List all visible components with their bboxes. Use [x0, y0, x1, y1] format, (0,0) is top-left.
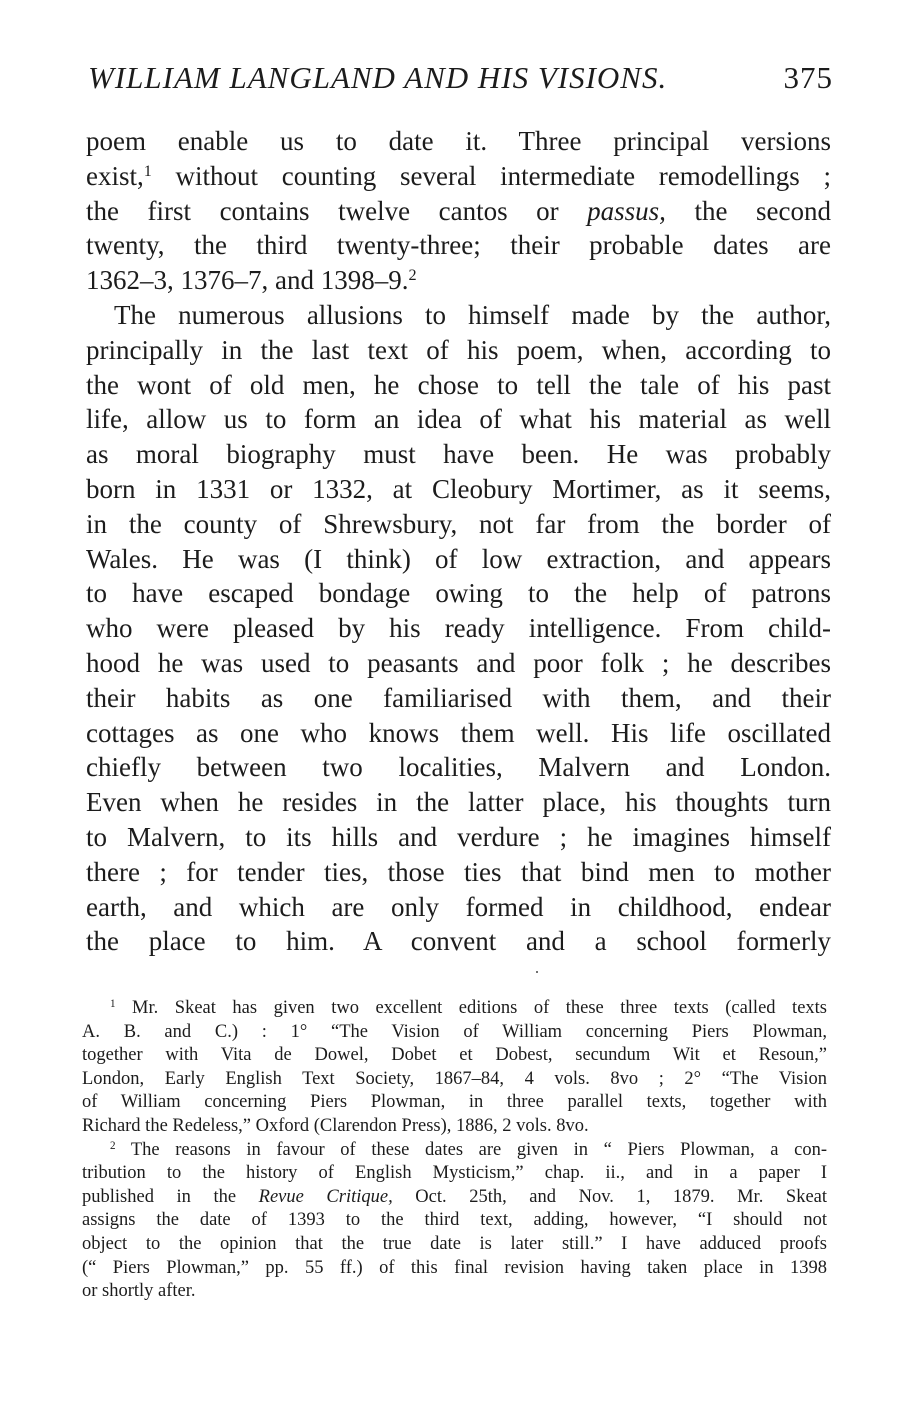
text-line: life, allow us to form an idea of what his material as well [86, 404, 831, 435]
text-line: there ; for tender ties, those ties that bind men to mother [86, 856, 831, 887]
text-line: cottages as one who knows them well. His life oscillated [86, 717, 831, 748]
footnote-2-line: assigns the date of 1393 to the third text, adding, however, “I should not [82, 1210, 827, 1231]
text-line: Wales. He was (I think) of low extraction, and appears [86, 543, 831, 574]
footnote-mark-1: 1 [110, 997, 116, 1010]
ink-dot [536, 971, 538, 973]
text-line: as moral biography must have been. He was probably [86, 439, 831, 470]
footnote-1-line: A. B. and C.) : 1° “The Vision of William concerning Piers Plowman, [82, 1021, 827, 1042]
italic-term: passus, [587, 195, 666, 226]
text-line: poem enable us to date it. Three principal versions [86, 126, 831, 156]
footnote-ref-2: 2 [408, 266, 417, 285]
text-line: chiefly between two localities, Malvern and London. [86, 752, 831, 783]
footnotes [82, 997, 827, 1304]
footnote-1-line: of William concerning Piers Plowman, in three parallel texts, together with [82, 1092, 827, 1113]
footnote-2-line: tribution to the history of English Mysticism,” chap. ii., and in a paper I [82, 1163, 827, 1184]
text-line: 1362–3, 1376–7, and 1398–9.$^2$ [86, 265, 417, 296]
text-line: born in 1331 or 1332, at Cleobury Mortimer, as it seems, [86, 473, 831, 504]
footnote-1-line: London, Early English Text Society, 1867–84, 4 vols. 8vo ; 2° “The Vision [82, 1068, 827, 1089]
footnote-1-line: together with Vita de Dowel, Dobet et Dobest, secundum Wit et Resoun,” [82, 1045, 827, 1066]
text-line: in the county of Shrewsbury, not far from the border of [86, 508, 831, 539]
text-line: the first contains twelve cantos or passus, the second [86, 195, 831, 226]
text-line: to Malvern, to its hills and verdure ; he imagines himself [86, 821, 831, 852]
page-header [88, 60, 833, 106]
text-line: earth, and which are only formed in childhood, endear [86, 891, 831, 922]
text-line: exist,$^1$ without counting several intermediate remodellings ; [86, 160, 831, 191]
text-line: twenty, the third twenty-three; their probable dates are [86, 230, 831, 261]
running-head: WILLIAM LANGLAND AND HIS VISIONS. [88, 60, 668, 95]
text-line: The numerous allusions to himself made by the author, [114, 299, 831, 330]
footnote-2-line: published in the Revue Critique, Oct. 25th, and Nov. 1, 1879. Mr. Skeat [82, 1186, 827, 1207]
text-line: who were pleased by his ready intelligence. From child- [86, 613, 831, 644]
italic-title: Revue Critique, [258, 1186, 393, 1207]
text-line: principally in the last text of his poem, when, according to [86, 334, 831, 365]
footnote-1-line: Richard the Redeless,” Oxford (Clarendon Press), 1886, 2 vols. 8vo. [82, 1115, 589, 1136]
footnote-1-line: $^1$ Mr. Skeat has given two excellent editions of these three texts (called texts [110, 997, 827, 1018]
footnote-2-line: $^2$ The reasons in favour of these dates are given in “ Piers Plowman, a con- [110, 1139, 827, 1160]
footnote-mark-2: 2 [110, 1139, 116, 1152]
text-line: the place to him. A convent and a school formerly [86, 926, 831, 957]
footnote-2-line: object to the opinion that the true date is later still.” I have adduced proofs [82, 1233, 827, 1254]
text-line: the wont of old men, he chose to tell the tale of his past [86, 369, 831, 400]
footnote-ref-1: 1 [143, 161, 152, 180]
text-line: their habits as one familiarised with them, and their [86, 682, 831, 713]
main-text [86, 124, 831, 959]
text-line: to have escaped bondage owing to the help of patrons [86, 578, 831, 609]
page-number: 375 [783, 60, 833, 95]
text-line: Even when he resides in the latter place, his thoughts turn [86, 787, 831, 818]
footnote-2-line: or shortly after. [82, 1281, 196, 1302]
text-line: hood he was used to peasants and poor folk ; he describes [86, 647, 831, 678]
footnote-2-line: (“ Piers Plowman,” pp. 55 ff.) of this final revision having taken place in 1398 [82, 1257, 827, 1278]
